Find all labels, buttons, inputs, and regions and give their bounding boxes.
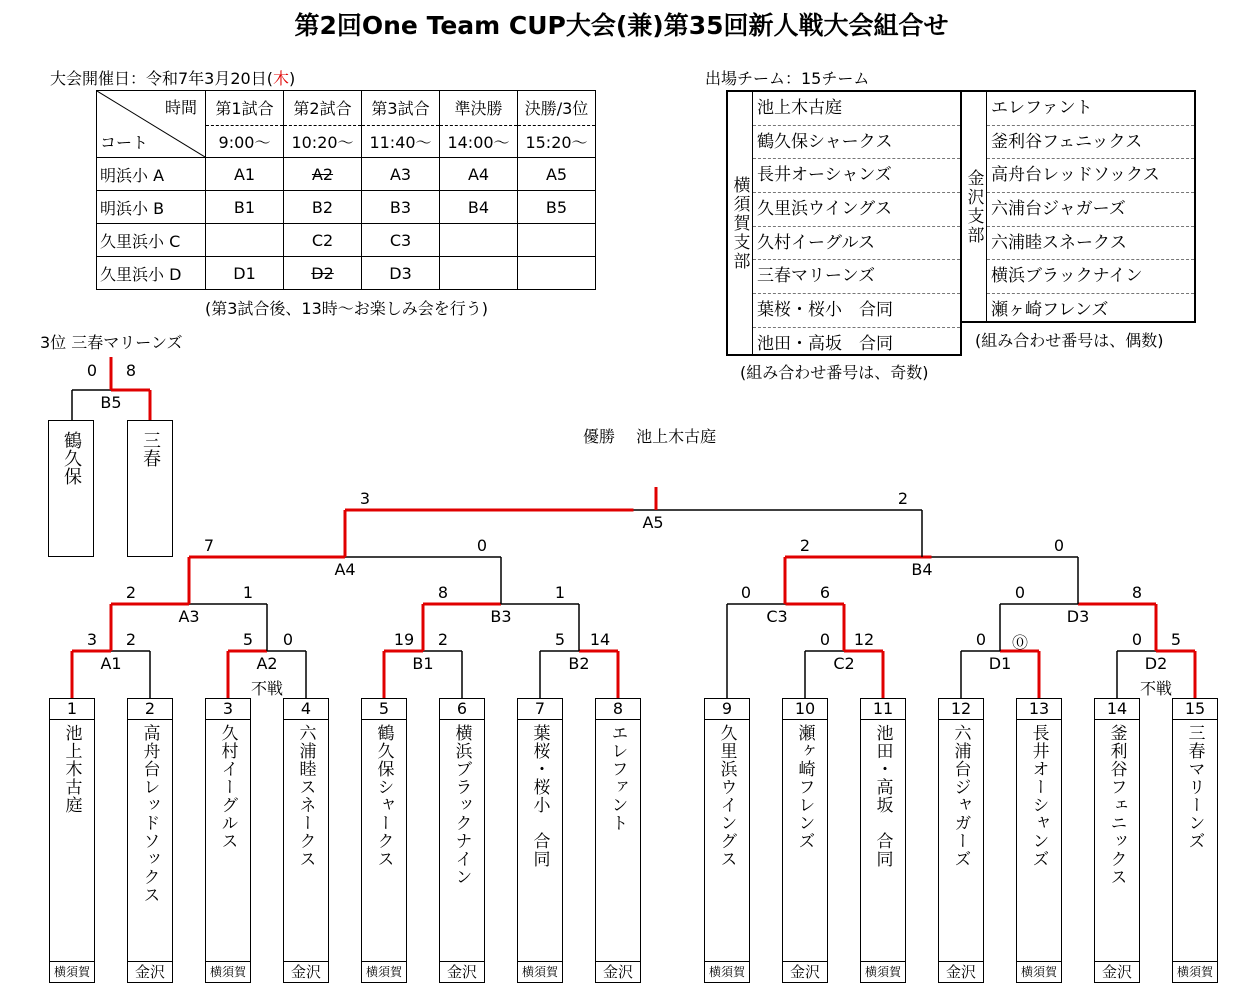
champion-label: 優勝 <box>583 427 616 446</box>
roster-team: 池田・高坂 合同 <box>757 333 893 354</box>
team-name: 鶴久保シャークス <box>373 724 394 868</box>
team-number: 1 <box>50 699 94 720</box>
team-number: 13 <box>1017 699 1061 720</box>
match-label: D2 <box>1144 654 1168 673</box>
team-branch: 金沢 <box>596 961 640 982</box>
slot-cell: C3 <box>362 224 440 257</box>
score: 0 <box>740 583 752 602</box>
col-time-2: 10:20〜 <box>284 125 362 158</box>
slot-cell: B5 <box>518 191 596 224</box>
team-name: 長井オーシャンズ <box>1028 724 1049 868</box>
team-box <box>127 698 173 983</box>
match-label: A3 <box>178 607 200 626</box>
score: 2 <box>799 536 811 555</box>
score: 0 <box>1131 630 1143 649</box>
team-box <box>49 698 95 983</box>
champion-team: 池上木古庭 <box>636 427 717 446</box>
team-name: 池田・高坂 合同 <box>872 724 893 868</box>
col-time-3: 11:40〜 <box>362 125 440 158</box>
yokosuka-note: (組み合わせ番号は、奇数) <box>740 363 929 382</box>
team-branch: 横須賀 <box>206 961 250 982</box>
match-label: A2 <box>256 654 278 673</box>
slot-cell: D2 <box>284 257 362 290</box>
forfeit-note: 不戦 <box>250 679 284 698</box>
date-suffix: ) <box>288 69 296 88</box>
team-name: エレファント <box>607 724 628 832</box>
match-label: D1 <box>988 654 1012 673</box>
court-label: 久里浜小 C <box>97 224 206 257</box>
slot-cell: A4 <box>440 158 518 191</box>
roster-team: 久村イーグルス <box>753 227 960 261</box>
roster-team: 鶴久保シャークス <box>753 126 960 160</box>
team-number: 11 <box>861 699 905 720</box>
score: 2 <box>125 630 137 649</box>
team-number: 6 <box>440 699 484 720</box>
col-time-1: 9:00〜 <box>206 125 284 158</box>
roster-team: 瀬ヶ崎フレンズ <box>991 300 1109 321</box>
team-branch: 横須賀 <box>1173 961 1217 982</box>
yokosuka-branch-label: 横須賀支部 <box>728 92 753 354</box>
team-name: 高舟台レッドソックス <box>139 724 160 904</box>
match-label: B4 <box>911 560 933 579</box>
roster-team: 池上木古庭 <box>753 92 960 126</box>
team-name: 葉桜・桜小 合同 <box>529 724 550 868</box>
col-header-3: 第3試合 <box>362 91 440 126</box>
team-name: 横浜ブラックナイン <box>451 724 472 886</box>
third-place-result: 3位 三春マリーンズ <box>40 333 183 352</box>
score: 6 <box>819 583 831 602</box>
team-number: 15 <box>1173 699 1217 720</box>
score: 1 <box>242 583 254 602</box>
team-branch: 横須賀 <box>705 961 749 982</box>
slot-cell: B2 <box>284 191 362 224</box>
team-name: 三春マリーンズ <box>1184 724 1205 850</box>
score: 0 <box>1053 536 1065 555</box>
score: 5 <box>242 630 254 649</box>
slot-cell: D3 <box>362 257 440 290</box>
date-prefix: 大会開催日：令和7年3月20日( <box>50 69 273 88</box>
court-label: 明浜小 A <box>97 158 206 191</box>
col-time-5: 15:20〜 <box>518 125 596 158</box>
third-match-team-name: 鶴久保 <box>61 431 82 485</box>
team-name: 久里浜ウイングス <box>716 724 737 868</box>
team-branch: 横須賀 <box>362 961 406 982</box>
team-box <box>439 698 485 983</box>
score: 3 <box>359 489 371 508</box>
slot-cell: B1 <box>206 191 284 224</box>
team-box <box>205 698 251 983</box>
roster-team: 六浦台ジャガーズ <box>987 193 1194 227</box>
score: 8 <box>125 361 137 380</box>
score: 1 <box>554 583 566 602</box>
page-title: 第2回One Team CUP大会(兼)第35回新人戦大会組合せ <box>294 11 949 40</box>
kanazawa-note: (組み合わせ番号は、偶数) <box>975 331 1164 350</box>
slot-cell: B3 <box>362 191 440 224</box>
team-name: 池上木古庭 <box>61 724 82 814</box>
team-box <box>283 698 329 983</box>
slot-cell: A3 <box>362 158 440 191</box>
score: 0 <box>819 630 831 649</box>
col-time-4: 14:00〜 <box>440 125 518 158</box>
team-branch: 金沢 <box>128 961 172 982</box>
team-branch: 横須賀 <box>861 961 905 982</box>
team-number: 9 <box>705 699 749 720</box>
forfeit-note: 不戦 <box>1139 679 1173 698</box>
roster-team: 六浦睦スネークス <box>987 227 1194 261</box>
team-box <box>860 698 906 983</box>
slot-cell: D1 <box>206 257 284 290</box>
score: 5 <box>554 630 566 649</box>
team-branch: 横須賀 <box>50 961 94 982</box>
match-label: B3 <box>490 607 512 626</box>
match-label: D3 <box>1066 607 1090 626</box>
slot-cell: A5 <box>518 158 596 191</box>
score: 0 <box>1014 583 1026 602</box>
match-label: C2 <box>833 654 855 673</box>
corner-time-label: 時間 <box>164 98 197 117</box>
team-name: 久村イーグルス <box>217 724 238 850</box>
team-box <box>361 698 407 983</box>
roster-team: 横浜ブラックナイン <box>987 260 1194 294</box>
score: 2 <box>437 630 449 649</box>
team-name: 瀬ヶ崎フレンズ <box>794 724 815 850</box>
team-branch: 金沢 <box>440 961 484 982</box>
team-name: 六浦台ジャガーズ <box>950 724 971 868</box>
team-name: 六浦睦スネークス <box>295 724 316 868</box>
team-branch: 横須賀 <box>518 961 562 982</box>
slot-cell: A1 <box>206 158 284 191</box>
match-label: B1 <box>412 654 434 673</box>
kanazawa-branch-label: 金沢支部 <box>962 92 987 321</box>
date-day: 木 <box>272 69 289 88</box>
court-label: 明浜小 B <box>97 191 206 224</box>
match-label: B5 <box>100 393 122 412</box>
slot-cell: C2 <box>284 224 362 257</box>
team-branch: 金沢 <box>939 961 983 982</box>
match-label: B2 <box>568 654 590 673</box>
score: 2 <box>125 583 137 602</box>
slot-cell: B4 <box>440 191 518 224</box>
roster-team: 高舟台レッドソックス <box>987 159 1194 193</box>
team-branch: 横須賀 <box>1017 961 1061 982</box>
team-branch: 金沢 <box>783 961 827 982</box>
score: 19 <box>393 630 415 649</box>
team-box <box>1094 698 1140 983</box>
team-box <box>938 698 984 983</box>
team-number: 3 <box>206 699 250 720</box>
team-box <box>595 698 641 983</box>
teams-count-label: 出場チーム：15チーム <box>705 69 870 88</box>
team-number: 12 <box>939 699 983 720</box>
team-box <box>704 698 750 983</box>
col-header-2: 第2試合 <box>284 91 362 126</box>
team-number: 10 <box>783 699 827 720</box>
score: 12 <box>853 630 875 649</box>
team-number: 7 <box>518 699 562 720</box>
team-number: 5 <box>362 699 406 720</box>
roster-team: 三春マリーンズ <box>753 260 960 294</box>
score: 0 <box>86 361 98 380</box>
roster-team: 長井オーシャンズ <box>753 159 960 193</box>
col-header-4: 準決勝 <box>440 91 518 126</box>
team-number: 4 <box>284 699 328 720</box>
score: 0 <box>282 630 294 649</box>
slot-cell: A2 <box>284 158 362 191</box>
third-match-team-name: 三春 <box>140 431 161 467</box>
score: ⓪ <box>1011 633 1029 652</box>
match-label: C3 <box>766 607 788 626</box>
score: 3 <box>86 630 98 649</box>
team-box <box>517 698 563 983</box>
team-name: 釜利谷フェニックス <box>1106 724 1127 886</box>
roster-team: 葉桜・桜小 合同 <box>753 294 960 328</box>
score: 2 <box>897 489 909 508</box>
corner-court-label: コート <box>100 133 149 152</box>
team-box <box>782 698 828 983</box>
match-label: A4 <box>334 560 356 579</box>
score: 0 <box>975 630 987 649</box>
court-label: 久里浜小 D <box>97 257 206 290</box>
score: 5 <box>1170 630 1182 649</box>
team-box <box>1016 698 1062 983</box>
match-label: A5 <box>642 513 664 532</box>
score: 8 <box>437 583 449 602</box>
score: 8 <box>1131 583 1143 602</box>
score: 14 <box>589 630 611 649</box>
team-box <box>1172 698 1218 983</box>
col-header-5: 決勝/3位 <box>518 91 596 126</box>
match-label: A1 <box>100 654 122 673</box>
roster-team: エレファント <box>987 92 1194 126</box>
col-header-1: 第1試合 <box>206 91 284 126</box>
score: 0 <box>476 536 488 555</box>
team-number: 2 <box>128 699 172 720</box>
team-number: 14 <box>1095 699 1139 720</box>
team-branch: 金沢 <box>284 961 328 982</box>
roster-team: 釜利谷フェニックス <box>987 126 1194 160</box>
team-number: 8 <box>596 699 640 720</box>
score: 7 <box>203 536 215 555</box>
team-branch: 金沢 <box>1095 961 1139 982</box>
schedule-note: (第3試合後、13時〜お楽しみ会を行う) <box>205 299 489 318</box>
roster-team: 久里浜ウイングス <box>753 193 960 227</box>
